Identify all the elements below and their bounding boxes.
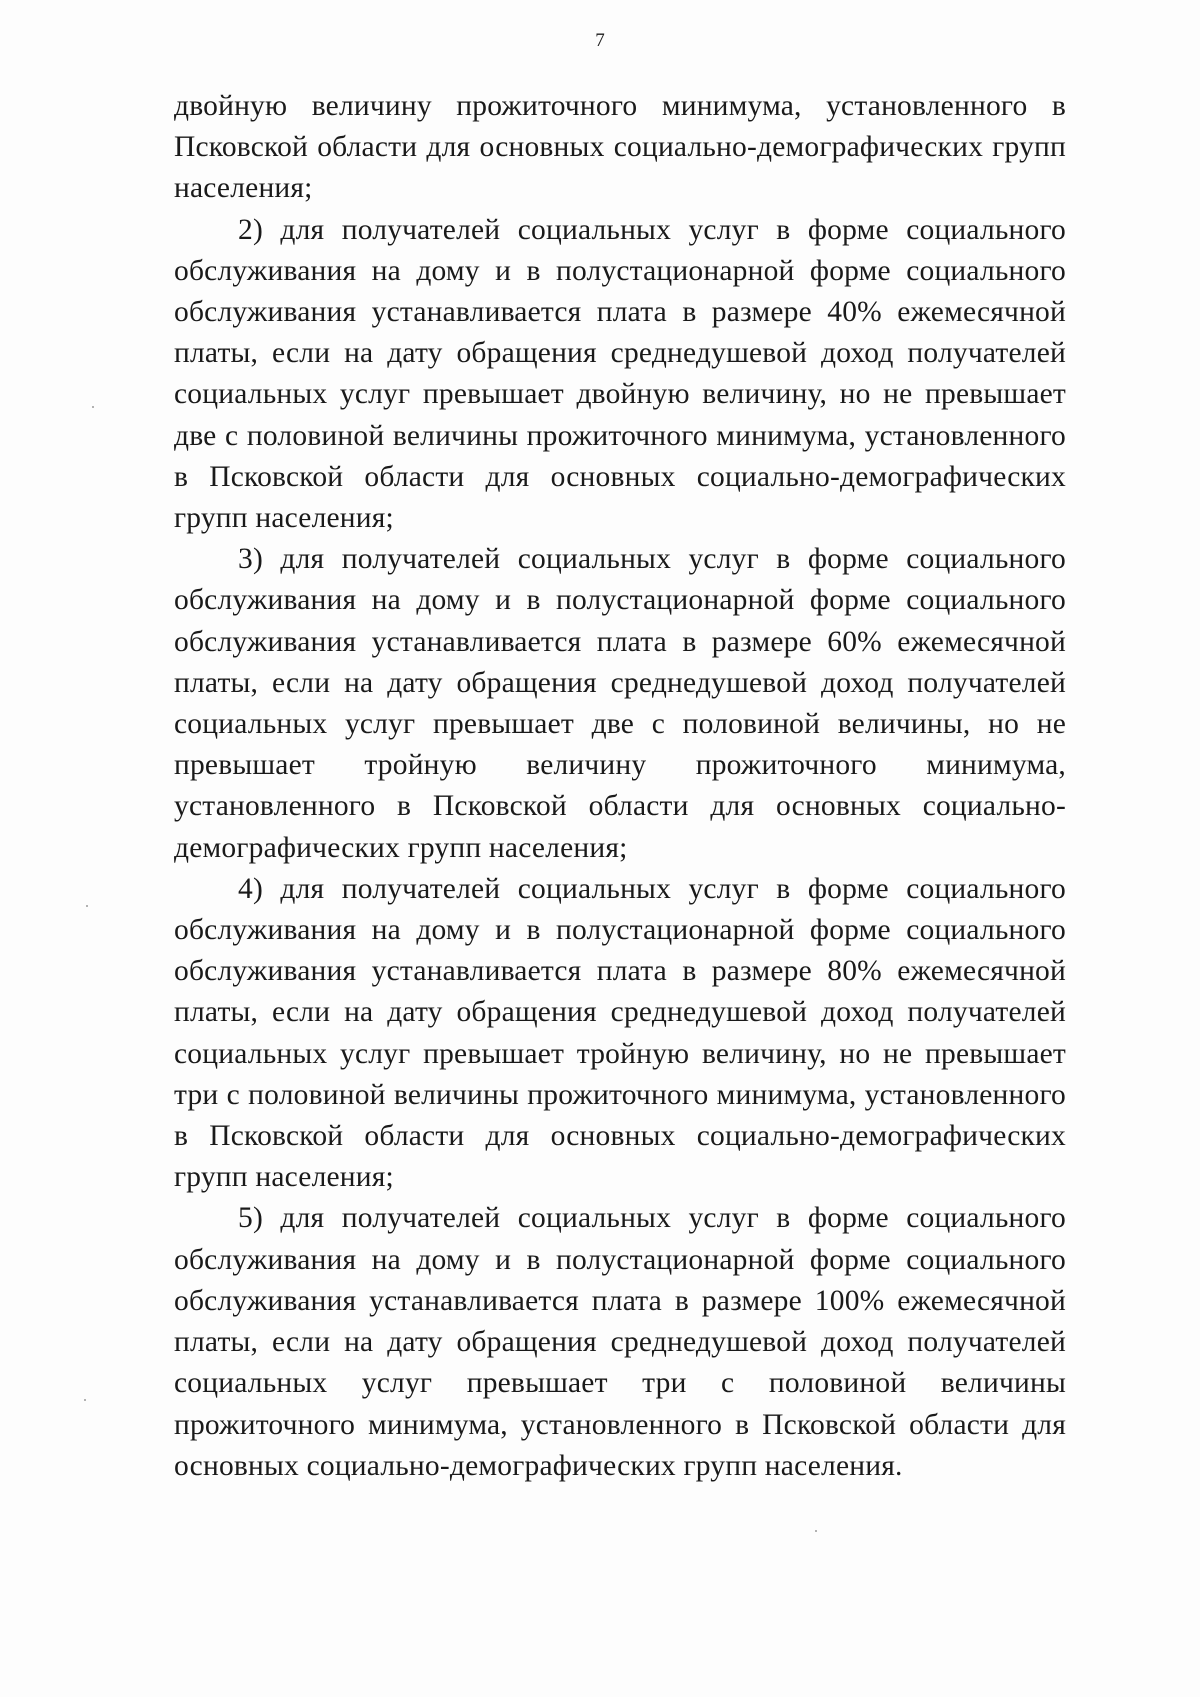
scan-speck <box>86 905 88 907</box>
scan-speck <box>92 406 94 408</box>
paragraph-item-2: 2) для получателей социальных услуг в форме социального обслуживания на дому и в полустационарной форме социального обслуживания устанавливается плата в размере 40% ежемесячной платы, если на дату обращения среднедушевой доход получателей социальных услуг превышает двойную величину, но не превышает две с половиной величины прожиточного минимума, установленного в Псковской области для основных социально-демографических групп населения; <box>174 213 1066 535</box>
scan-speck <box>84 1399 86 1401</box>
paragraph-item-4: 4) для получателей социальных услуг в форме социального обслуживания на дому и в полустационарной форме социального обслуживания устанавливается плата в размере 80% ежемесячной платы, если на дату обращения среднедушевой доход получателей социальных услуг превышает тройную величину, но не превышает три с половиной величины прожиточного минимума, установленного в Псковской области для основных социально-демографических групп населения; <box>174 872 1066 1194</box>
document-body <box>174 86 1066 1487</box>
paragraph-item-3: 3) для получателей социальных услуг в форме социального обслуживания на дому и в полустационарной форме социального обслуживания устанавливается плата в размере 60% ежемесячной платы, если на дату обращения среднедушевой доход получателей социальных услуг превышает две с половиной величины, но не превышает тройную величину прожиточного минимума, установленного в Псковской области для основных социально-демографических групп населения; <box>174 543 1066 864</box>
paragraph-item-5: 5) для получателей социальных услуг в форме социального обслуживания на дому и в полустационарной форме социального обслуживания устанавливается плата в размере 100% ежемесячной платы, если на дату обращения среднедушевой доход получателей социальных услуг превышает три с половиной величины прожиточного минимума, установленного в Псковской области для основных социально-демографических групп населения. <box>174 1202 1066 1482</box>
paragraph-continuation: двойную величину прожиточного минимума, установленного в Псковской области для основных социально-демографических групп населения; <box>174 90 1066 205</box>
scan-speck <box>815 1530 817 1532</box>
page-number: 7 <box>595 30 605 51</box>
